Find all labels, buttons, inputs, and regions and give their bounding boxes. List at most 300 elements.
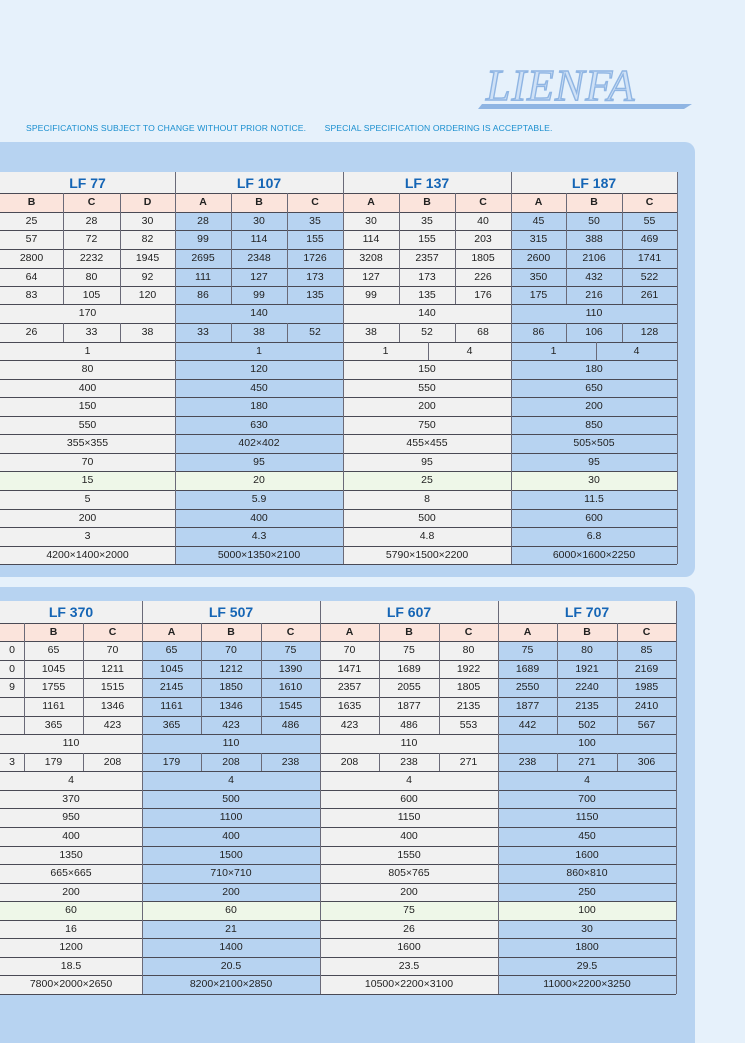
spec-value: 250 xyxy=(498,883,676,901)
spec-value: 52 xyxy=(399,323,455,342)
spec-value: 4 xyxy=(142,771,320,790)
spec-value: 1150 xyxy=(498,808,676,827)
spec-value: 200 xyxy=(0,883,142,901)
spec-value: 4200×1400×2000 xyxy=(0,546,175,564)
column-divider xyxy=(617,623,618,641)
spec-value: 650 xyxy=(511,379,677,397)
column-divider xyxy=(201,716,202,734)
row-divider xyxy=(0,397,677,398)
column-divider xyxy=(399,249,400,268)
spec-value: 65 xyxy=(142,641,201,660)
spec-value: 200 xyxy=(343,397,511,416)
spec-value: 2410 xyxy=(617,697,676,716)
spec-value: 179 xyxy=(142,753,201,771)
column-divider xyxy=(557,716,558,734)
row-divider xyxy=(0,453,677,454)
model-letter: C xyxy=(622,193,677,212)
row-divider xyxy=(0,360,677,361)
spec-value: 306 xyxy=(617,753,676,771)
column-divider xyxy=(617,660,618,678)
column-divider xyxy=(455,323,456,342)
spec-value: 110 xyxy=(320,734,498,753)
spec-value: 38 xyxy=(343,323,399,342)
spec-value: 140 xyxy=(175,304,343,323)
column-divider xyxy=(455,212,456,230)
spec-value: 29.5 xyxy=(498,957,676,975)
spec-value: 2600 xyxy=(511,249,566,268)
lienfa-logo xyxy=(478,54,698,112)
model-name-1: LF 107 xyxy=(175,172,343,193)
row-divider xyxy=(0,471,677,472)
spec-value: 432 xyxy=(566,268,622,286)
row-divider xyxy=(0,678,676,679)
spec-value: 4 xyxy=(428,342,511,360)
spec-value: 83 xyxy=(0,286,63,304)
spec-value: 64 xyxy=(0,268,63,286)
spec-value: 1600 xyxy=(320,938,498,957)
column-divider xyxy=(343,172,344,564)
column-divider xyxy=(511,172,512,564)
column-divider xyxy=(63,212,64,230)
spec-value: 365 xyxy=(142,716,201,734)
row-divider xyxy=(0,546,677,547)
spec-value: 179 xyxy=(24,753,83,771)
spec-value: 26 xyxy=(320,920,498,938)
spec-value: 72 xyxy=(63,230,120,249)
spec-value: 1 xyxy=(175,342,343,360)
spec-value: 70 xyxy=(201,641,261,660)
spec-value: 100 xyxy=(498,901,676,920)
spec-value: 2357 xyxy=(399,249,455,268)
spec-value: 55 xyxy=(622,212,677,230)
spec-value: 600 xyxy=(511,509,677,527)
column-divider xyxy=(120,323,121,342)
column-divider xyxy=(201,678,202,697)
spec-value: 180 xyxy=(175,397,343,416)
spec-value: 1922 xyxy=(439,660,498,678)
spec-value: 600 xyxy=(320,790,498,808)
spec-value: 1100 xyxy=(142,808,320,827)
spec-value: 200 xyxy=(0,509,175,527)
spec-value: 2169 xyxy=(617,660,676,678)
spec-value: 1390 xyxy=(261,660,320,678)
spec-value: 140 xyxy=(343,304,511,323)
spec-value: 127 xyxy=(231,268,287,286)
model-letter: C xyxy=(83,623,142,641)
spec-value: 114 xyxy=(343,230,399,249)
spec-value: 5 xyxy=(0,490,175,509)
spec-value: 271 xyxy=(557,753,617,771)
row-divider xyxy=(0,771,676,772)
spec-value: 155 xyxy=(287,230,343,249)
column-divider xyxy=(83,697,84,716)
model-letter: B xyxy=(231,193,287,212)
spec-value: 502 xyxy=(557,716,617,734)
column-divider xyxy=(566,212,567,230)
spec-value: 500 xyxy=(343,509,511,527)
spec-value: 630 xyxy=(175,416,343,434)
spec-value: 75 xyxy=(320,901,498,920)
model-letter: A xyxy=(175,193,231,212)
column-divider xyxy=(287,249,288,268)
spec-value: 45 xyxy=(511,212,566,230)
spec-value: 95 xyxy=(343,453,511,471)
column-divider xyxy=(379,623,380,641)
spec-value: 6000×1600×2250 xyxy=(511,546,677,564)
spec-value: 6.8 xyxy=(511,527,677,546)
spec-value-partial: 9 xyxy=(0,678,24,697)
spec-value: 16 xyxy=(0,920,142,938)
spec-value: 700 xyxy=(498,790,676,808)
model-letter: A xyxy=(511,193,566,212)
column-divider xyxy=(83,660,84,678)
spec-value: 1 xyxy=(0,342,175,360)
spec-value: 38 xyxy=(231,323,287,342)
spec-value: 388 xyxy=(566,230,622,249)
spec-value: 271 xyxy=(439,753,498,771)
row-divider xyxy=(0,975,676,976)
column-divider xyxy=(261,678,262,697)
spec-value: 60 xyxy=(0,901,142,920)
column-divider xyxy=(231,249,232,268)
spec-value: 1 xyxy=(343,342,428,360)
column-divider xyxy=(566,268,567,286)
spec-value: 750 xyxy=(343,416,511,434)
row-divider xyxy=(0,268,677,269)
row-divider xyxy=(0,901,676,902)
row-divider xyxy=(0,249,677,250)
column-divider xyxy=(455,249,456,268)
spec-value: 38 xyxy=(120,323,175,342)
row-divider xyxy=(0,509,677,510)
row-divider xyxy=(0,286,677,287)
column-divider xyxy=(231,286,232,304)
column-divider xyxy=(24,753,25,771)
column-divider xyxy=(63,268,64,286)
letter-cell-partial xyxy=(0,623,24,641)
spec-value: 4.3 xyxy=(175,527,343,546)
model-letter: A xyxy=(343,193,399,212)
column-divider xyxy=(566,193,567,212)
column-divider xyxy=(557,623,558,641)
column-divider xyxy=(399,268,400,286)
column-divider xyxy=(557,697,558,716)
spec-value: 80 xyxy=(0,360,175,379)
column-divider xyxy=(617,753,618,771)
spec-value: 170 xyxy=(0,304,175,323)
row-divider xyxy=(0,883,676,884)
column-divider xyxy=(120,268,121,286)
spec-value: 1610 xyxy=(261,678,320,697)
spec-value: 365 xyxy=(24,716,83,734)
spec-value: 1600 xyxy=(498,846,676,864)
spec-value: 1161 xyxy=(24,697,83,716)
model-name-2: LF 137 xyxy=(343,172,511,193)
spec-value: 370 xyxy=(0,790,142,808)
spec-value: 82 xyxy=(120,230,175,249)
spec-value: 261 xyxy=(622,286,677,304)
column-divider xyxy=(261,641,262,660)
spec-value: 28 xyxy=(175,212,231,230)
spec-value-partial xyxy=(0,716,24,734)
spec-value: 1805 xyxy=(439,678,498,697)
column-divider xyxy=(24,716,25,734)
column-divider xyxy=(320,601,321,994)
spec-value: 355×355 xyxy=(0,434,175,453)
column-divider xyxy=(439,641,440,660)
spec-value: 180 xyxy=(511,360,677,379)
model-letter: C xyxy=(439,623,498,641)
spec-value: 52 xyxy=(287,323,343,342)
spec-value: 2135 xyxy=(439,697,498,716)
model-letter: C xyxy=(455,193,511,212)
column-divider xyxy=(120,286,121,304)
column-divider xyxy=(455,193,456,212)
row-divider xyxy=(0,623,676,624)
spec-value: 505×505 xyxy=(511,434,677,453)
column-divider xyxy=(261,716,262,734)
spec-value: 550 xyxy=(343,379,511,397)
column-divider xyxy=(455,230,456,249)
spec-value: 128 xyxy=(622,323,677,342)
spec-value: 106 xyxy=(566,323,622,342)
spec-value: 5000×1350×2100 xyxy=(175,546,343,564)
spec-value: 33 xyxy=(63,323,120,342)
column-divider xyxy=(201,641,202,660)
column-divider xyxy=(287,193,288,212)
spec-value: 2145 xyxy=(142,678,201,697)
spec-value: 805×765 xyxy=(320,864,498,883)
column-divider xyxy=(622,230,623,249)
spec-value: 315 xyxy=(511,230,566,249)
spec-value: 2240 xyxy=(557,678,617,697)
spec-value: 226 xyxy=(455,268,511,286)
spec-value-partial: 0 xyxy=(0,660,24,678)
column-divider xyxy=(63,230,64,249)
column-divider xyxy=(261,697,262,716)
spec-value: 28 xyxy=(63,212,120,230)
spec-value: 20.5 xyxy=(142,957,320,975)
spec-value: 400 xyxy=(0,379,175,397)
spec-value-partial: 0 xyxy=(0,641,24,660)
column-divider xyxy=(566,230,567,249)
spec-value: 92 xyxy=(120,268,175,286)
column-divider xyxy=(399,193,400,212)
spec-value: 30 xyxy=(343,212,399,230)
spec-value: 135 xyxy=(399,286,455,304)
column-divider xyxy=(63,286,64,304)
column-divider xyxy=(83,623,84,641)
column-divider xyxy=(622,268,623,286)
column-divider xyxy=(24,678,25,697)
spec-value: 1471 xyxy=(320,660,379,678)
spec-value: 18.5 xyxy=(0,957,142,975)
spec-value: 85 xyxy=(617,641,676,660)
column-divider xyxy=(622,249,623,268)
spec-value: 1805 xyxy=(455,249,511,268)
row-divider xyxy=(0,342,677,343)
spec-value: 60 xyxy=(142,901,320,920)
row-divider xyxy=(0,994,676,995)
spec-value: 486 xyxy=(261,716,320,734)
spec-value: 1 xyxy=(511,342,596,360)
column-divider xyxy=(261,623,262,641)
row-divider xyxy=(0,864,676,865)
spec-value: 80 xyxy=(557,641,617,660)
spec-value: 8 xyxy=(343,490,511,509)
column-divider xyxy=(201,623,202,641)
spec-value: 21 xyxy=(142,920,320,938)
row-divider xyxy=(0,641,676,642)
spec-value: 176 xyxy=(455,286,511,304)
spec-value: 203 xyxy=(455,230,511,249)
spec-value: 2800 xyxy=(0,249,63,268)
model-letter: C xyxy=(617,623,676,641)
spec-value: 99 xyxy=(175,230,231,249)
spec-value: 1550 xyxy=(320,846,498,864)
row-divider xyxy=(0,920,676,921)
column-divider xyxy=(24,623,25,641)
row-divider xyxy=(0,212,677,213)
spec-value-partial xyxy=(0,697,24,716)
spec-value: 950 xyxy=(0,808,142,827)
column-divider xyxy=(231,268,232,286)
spec-value: 2550 xyxy=(498,678,557,697)
column-divider xyxy=(557,678,558,697)
spec-value: 850 xyxy=(511,416,677,434)
spec-value: 5790×1500×2200 xyxy=(343,546,511,564)
column-divider xyxy=(428,342,429,360)
spec-value: 25 xyxy=(0,212,63,230)
spec-value: 50 xyxy=(566,212,622,230)
model-name-1: LF 507 xyxy=(142,601,320,623)
spec-value: 238 xyxy=(498,753,557,771)
spec-value: 86 xyxy=(511,323,566,342)
spec-value: 1212 xyxy=(201,660,261,678)
spec-value: 1877 xyxy=(498,697,557,716)
row-divider xyxy=(0,660,676,661)
spec-value: 150 xyxy=(0,397,175,416)
column-divider xyxy=(617,678,618,697)
spec-value: 4.8 xyxy=(343,527,511,546)
spec-value: 35 xyxy=(287,212,343,230)
spec-value: 175 xyxy=(511,286,566,304)
spec-value: 80 xyxy=(63,268,120,286)
row-divider xyxy=(0,490,677,491)
spec-value: 65 xyxy=(24,641,83,660)
column-divider xyxy=(622,193,623,212)
spec-value: 1045 xyxy=(24,660,83,678)
row-divider xyxy=(0,827,676,828)
spec-value: 400 xyxy=(320,827,498,846)
spec-value: 110 xyxy=(511,304,677,323)
spec-value: 70 xyxy=(0,453,175,471)
column-divider xyxy=(231,193,232,212)
spec-value: 100 xyxy=(498,734,676,753)
spec-value: 200 xyxy=(142,883,320,901)
column-divider xyxy=(120,230,121,249)
column-divider xyxy=(83,641,84,660)
model-letter: A xyxy=(142,623,201,641)
spec-value: 30 xyxy=(231,212,287,230)
spec-value: 26 xyxy=(0,323,63,342)
column-divider xyxy=(201,697,202,716)
column-divider xyxy=(379,697,380,716)
spec-value: 40 xyxy=(455,212,511,230)
spec-value: 4 xyxy=(596,342,677,360)
spec-value: 522 xyxy=(622,268,677,286)
column-divider xyxy=(379,678,380,697)
column-divider xyxy=(24,697,25,716)
column-divider xyxy=(566,286,567,304)
row-divider xyxy=(0,193,677,194)
spec-value: 2357 xyxy=(320,678,379,697)
spec-value: 238 xyxy=(261,753,320,771)
spec-value: 25 xyxy=(343,471,511,490)
column-divider xyxy=(596,342,597,360)
spec-value: 665×665 xyxy=(0,864,142,883)
column-divider xyxy=(439,697,440,716)
spec-value: 1945 xyxy=(120,249,175,268)
column-divider xyxy=(287,212,288,230)
model-letter: C xyxy=(287,193,343,212)
spec-value: 173 xyxy=(287,268,343,286)
column-divider xyxy=(379,753,380,771)
row-divider xyxy=(0,734,676,735)
spec-value: 710×710 xyxy=(142,864,320,883)
spec-value: 442 xyxy=(498,716,557,734)
spec-value: 1161 xyxy=(142,697,201,716)
spec-value: 110 xyxy=(0,734,142,753)
row-divider xyxy=(0,230,677,231)
spec-value: 4 xyxy=(0,771,142,790)
row-divider xyxy=(0,938,676,939)
row-divider xyxy=(0,323,677,324)
spec-value: 1850 xyxy=(201,678,261,697)
spec-value: 99 xyxy=(231,286,287,304)
model-name-0: LF 77 xyxy=(0,172,175,193)
spec-value: 1877 xyxy=(379,697,439,716)
notice-line xyxy=(26,123,552,133)
row-divider xyxy=(0,957,676,958)
spec-value: 95 xyxy=(511,453,677,471)
spec-value: 400 xyxy=(0,827,142,846)
model-letter: B xyxy=(399,193,455,212)
spec-value: 423 xyxy=(201,716,261,734)
spec-value: 2348 xyxy=(231,249,287,268)
spec-value: 200 xyxy=(511,397,677,416)
spec-value: 1045 xyxy=(142,660,201,678)
spec-value: 208 xyxy=(83,753,142,771)
spec-value: 11000×2200×3250 xyxy=(498,975,676,994)
column-divider xyxy=(231,230,232,249)
spec-value: 1400 xyxy=(142,938,320,957)
spec-value: 1689 xyxy=(498,660,557,678)
spec-value: 2106 xyxy=(566,249,622,268)
model-letter: B xyxy=(0,193,63,212)
column-divider xyxy=(439,660,440,678)
model-letter: A xyxy=(498,623,557,641)
spec-value: 15 xyxy=(0,471,175,490)
column-divider xyxy=(617,697,618,716)
column-divider xyxy=(63,323,64,342)
spec-value: 95 xyxy=(175,453,343,471)
column-divider xyxy=(566,249,567,268)
spec-value: 469 xyxy=(622,230,677,249)
column-divider xyxy=(120,193,121,212)
spec-value: 30 xyxy=(498,920,676,938)
spec-value: 120 xyxy=(175,360,343,379)
